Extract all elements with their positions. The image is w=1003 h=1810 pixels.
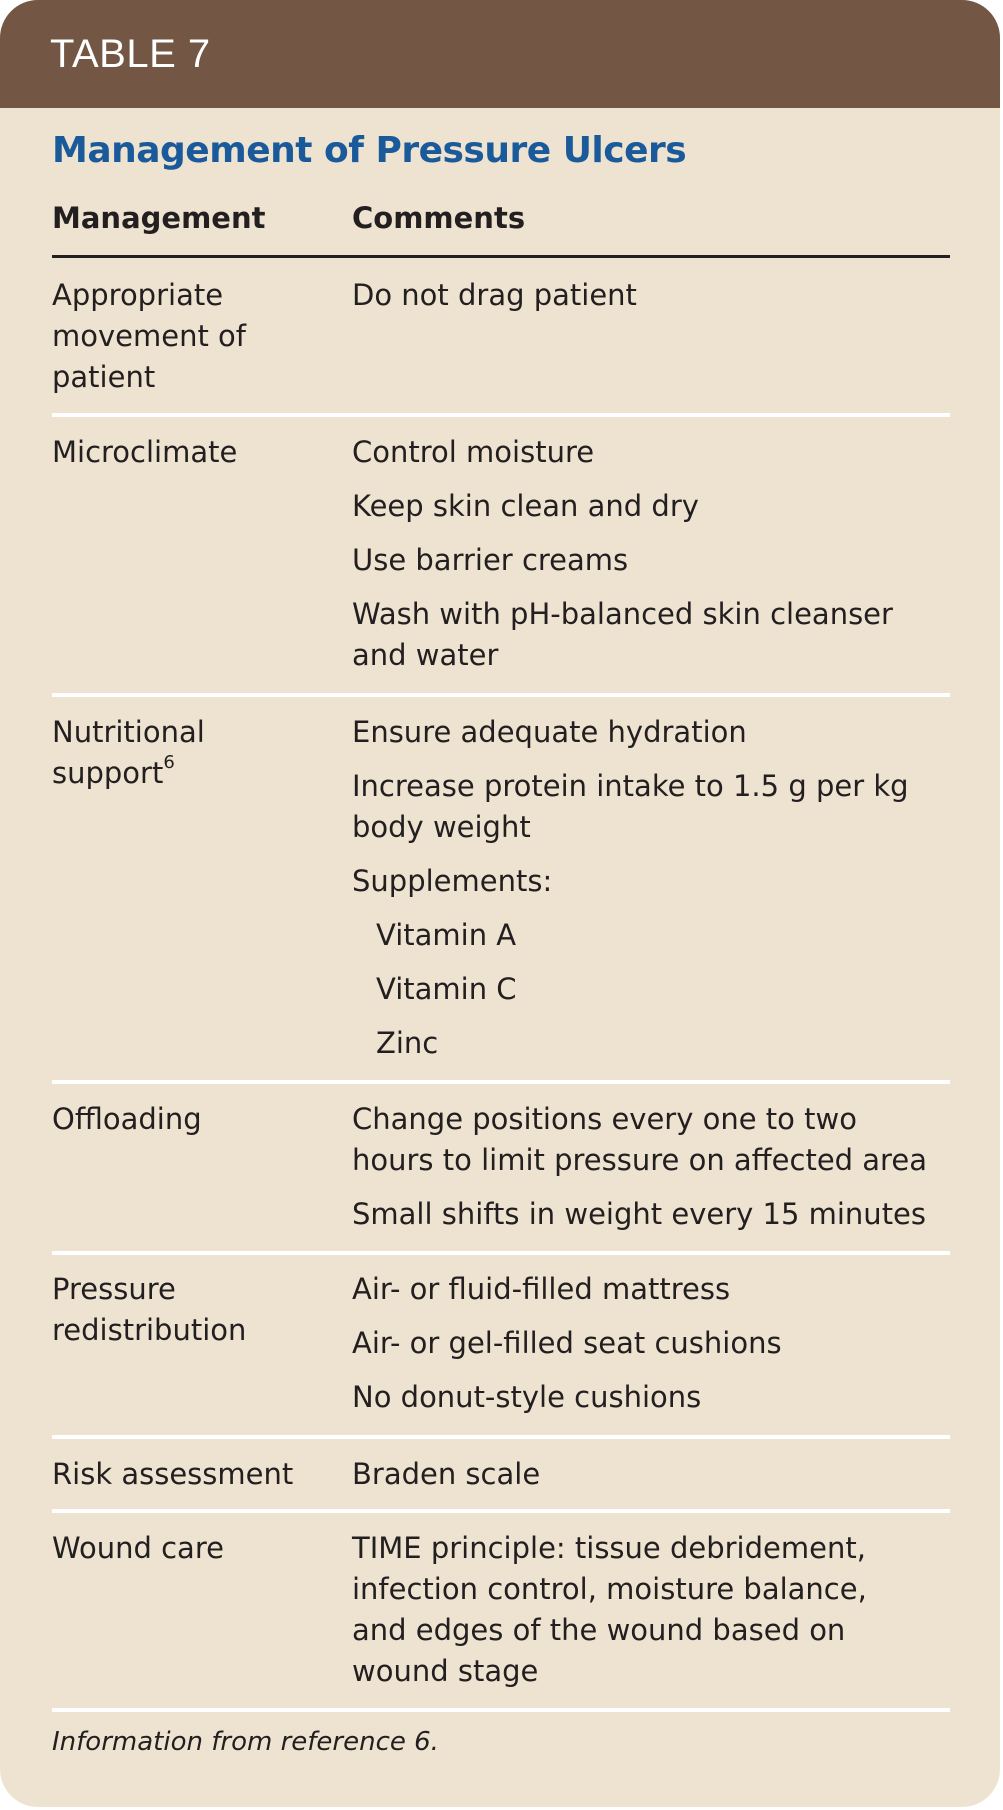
row-2-comment-2: Keep skin clean and dry bbox=[352, 489, 699, 523]
reference-superscript: 6 bbox=[163, 752, 175, 774]
row-4-comment-2: hours to limit pressure on affected area bbox=[352, 1143, 927, 1177]
row-3-comment-4: Supplements: bbox=[352, 864, 553, 898]
row-1-comment-1: Do not drag patient bbox=[352, 278, 637, 312]
row-7-management-line-1: Wound care bbox=[52, 1531, 224, 1565]
row-divider bbox=[52, 1251, 950, 1255]
row-2-comment-4: Wash with pH-balanced skin cleanser bbox=[352, 597, 893, 631]
row-3-comment-3: body weight bbox=[352, 810, 531, 844]
row-2-management-line-1: Microclimate bbox=[52, 435, 238, 469]
row-7-comment-3: and edges of the wound based on bbox=[352, 1613, 846, 1647]
row-divider bbox=[52, 1080, 950, 1084]
row-3-sub-item-1: Vitamin A bbox=[376, 918, 517, 952]
row-3-sub-item-2: Vitamin C bbox=[376, 972, 517, 1006]
row-1-management-line-2: movement of bbox=[52, 319, 247, 353]
row-1-management-line-1: Appropriate bbox=[52, 278, 224, 312]
source-note: Information from reference 6. bbox=[52, 1727, 439, 1757]
row-4-comment-3: Small shifts in weight every 15 minutes bbox=[352, 1197, 927, 1231]
row-3-management-line-2 bbox=[52, 753, 175, 794]
row-6-management-line-1: Risk assessment bbox=[52, 1457, 294, 1491]
column-header-management: Management bbox=[52, 201, 266, 235]
row-divider bbox=[52, 693, 950, 697]
row-6-comment-1: Braden scale bbox=[352, 1457, 541, 1491]
row-3-management-text: support bbox=[52, 756, 164, 790]
table-header-bar bbox=[0, 0, 1000, 108]
row-divider bbox=[52, 1509, 950, 1513]
row-1-management-line-3: patient bbox=[52, 360, 156, 394]
column-header-comments: Comments bbox=[352, 201, 526, 235]
row-7-comment-4: wound stage bbox=[352, 1654, 539, 1688]
row-3-management-line-1: Nutritional bbox=[52, 715, 205, 749]
row-3-comment-2: Increase protein intake to 1.5 g per kg bbox=[352, 769, 909, 803]
row-2-comment-5: and water bbox=[352, 638, 499, 672]
row-7-comment-1: TIME principle: tissue debridement, bbox=[352, 1531, 866, 1565]
row-5-comment-3: No donut-style cushions bbox=[352, 1380, 702, 1414]
header-divider bbox=[52, 255, 950, 258]
row-divider bbox=[52, 1435, 950, 1439]
row-divider bbox=[52, 413, 950, 417]
table-number: TABLE 7 bbox=[50, 32, 211, 76]
row-3-comment-1: Ensure adequate hydration bbox=[352, 715, 747, 749]
row-2-comment-3: Use barrier creams bbox=[352, 543, 629, 577]
row-3-sub-item-3: Zinc bbox=[376, 1026, 439, 1060]
table-title: Management of Pressure Ulcers bbox=[52, 130, 687, 171]
row-7-comment-2: infection control, moisture balance, bbox=[352, 1572, 867, 1606]
row-5-comment-1: Air- or fluid-filled mattress bbox=[352, 1272, 731, 1306]
row-5-management-line-2: redistribution bbox=[52, 1313, 247, 1347]
row-divider bbox=[52, 1708, 950, 1712]
row-5-comment-2: Air- or gel-filled seat cushions bbox=[352, 1326, 782, 1360]
row-5-management-line-1: Pressure bbox=[52, 1272, 176, 1306]
row-4-management-line-1: Offloading bbox=[52, 1102, 202, 1136]
row-2-comment-1: Control moisture bbox=[352, 435, 595, 469]
row-4-comment-1: Change positions every one to two bbox=[352, 1102, 857, 1136]
